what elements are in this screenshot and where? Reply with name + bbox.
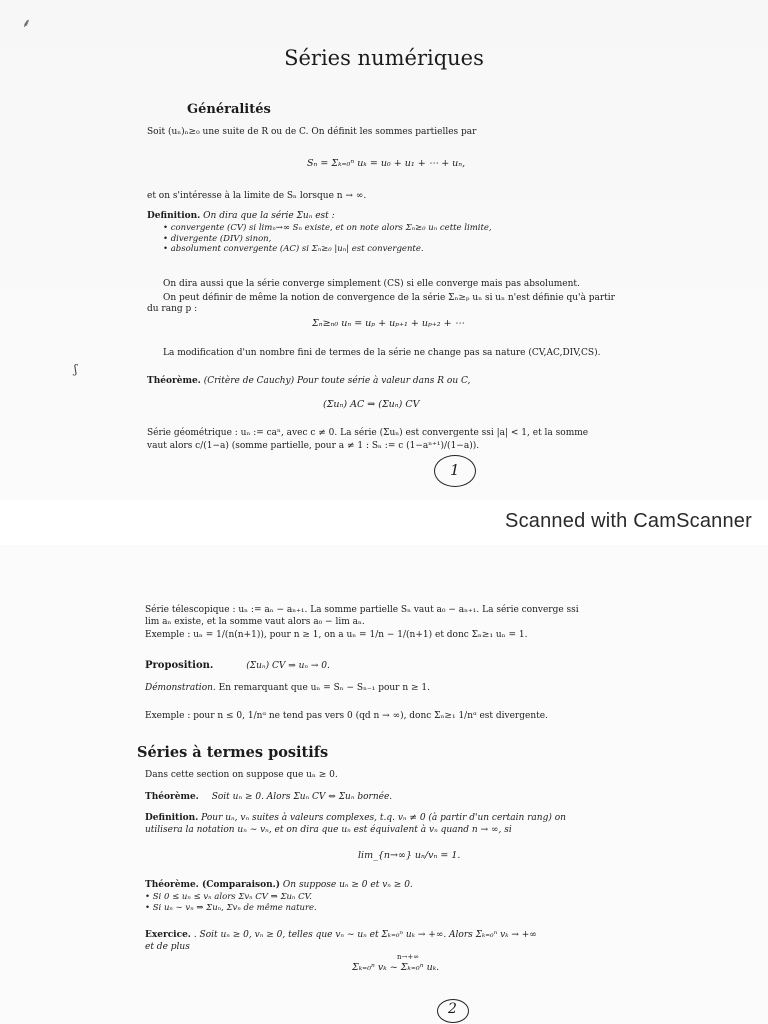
list-item: • absolument convergente (AC) si Σₙ≥₀ |uₙ| est convergente. [163, 244, 492, 255]
scan-page-1 [0, 0, 768, 500]
scanner-watermark: Scanned with CamScanner [505, 510, 752, 532]
list-item: • convergente (CV) si limₙ→∞ Sₙ existe, et on note alors Σₙ≥₀ uₙ cette limite, [163, 223, 492, 234]
scan-mark: ʃ [74, 362, 78, 376]
list-item: • divergente (DIV) sinon, [163, 234, 492, 245]
equation-rank-sum: Σₙ≥ₙ₀ uₙ = uₚ + uₚ₊₁ + uₚ₊₂ + ⋯ [312, 318, 465, 329]
geometric-series-line1: Série géométrique : uₙ := caⁿ, avec c ≠ 0. La série (Σuₙ) est convergente ssi |a| < 1, et la somme [147, 428, 589, 438]
intro-end-text: et on s'intéresse à la limite de Sₙ lorsque n → ∞. [147, 191, 367, 201]
scan-smudge: ⸙ [22, 16, 32, 30]
simple-convergence-text: On dira aussi que la série converge simplement (CS) si elle converge mais pas absolument. [163, 279, 580, 289]
theorem-text: On suppose uₙ ≥ 0 et vₙ ≥ 0. [282, 880, 413, 890]
equation-final-body: Σₖ₌₀ⁿ vₖ ~ Σₖ₌₀ⁿ uₖ. [352, 962, 440, 973]
definition-block [147, 211, 335, 222]
theorem-bounded [145, 792, 392, 803]
scan-page-2 [0, 545, 768, 1024]
definition-line1 [145, 813, 566, 824]
rank-text-line2: du rang p : [147, 304, 198, 314]
section-heading-positive: Séries à termes positifs [137, 744, 329, 761]
modification-text: La modification d'un nombre fini de termes de la série ne change pas sa nature (CV,AC,DIV,CS). [163, 348, 601, 358]
page-number-stamp [437, 999, 469, 1023]
theorem-text: Soit uₙ ≥ 0. Alors Σuₙ CV ⇔ Σuₙ bornée. [211, 792, 393, 802]
page-number: 2 [448, 1001, 457, 1017]
telescopic-line1: Série télescopique : uₙ := aₙ − aₙ₊₁. La somme partielle Sₙ vaut a₀ − aₙ₊₁. La série converge ssi [145, 605, 579, 615]
comparison-list [145, 892, 317, 913]
theorem-cauchy [147, 376, 470, 387]
equation-equivalence: lim_{n→∞} uₙ/vₙ = 1. [358, 850, 461, 861]
equation-cauchy: (Σuₙ) AC ⇒ (Σuₙ) CV [323, 399, 420, 410]
example-divergent: Exemple : pour n ≤ 0, 1/nᵅ ne tend pas vers 0 (qd n → ∞), donc Σₙ≥₁ 1/nᵅ est divergente. [145, 711, 548, 721]
exercise-line1 [145, 930, 537, 941]
exercise-line2: et de plus [145, 942, 190, 952]
demonstration-text: En remarquant que uₙ = Sₙ − Sₙ₋₁ pour n ≥ 1. [218, 683, 430, 693]
proposition-label: Proposition. [145, 660, 214, 671]
definition-text: On dira que la série Σuₙ est : [203, 211, 335, 221]
definition-list [163, 223, 492, 255]
page-number-stamp [434, 455, 476, 487]
telescopic-line2: lim aₙ existe, et la somme vaut alors a₀ − lim aₙ. [145, 617, 365, 627]
theorem-comparison [145, 880, 413, 891]
telescopic-example: Exemple : uₙ = 1/(n(n+1)), pour n ≥ 1, on a uₙ = 1/n − 1/(n+1) et donc Σₙ≥₁ uₙ = 1. [145, 630, 528, 640]
positive-intro: Dans cette section on suppose que uₙ ≥ 0. [145, 770, 338, 780]
list-item: • Si 0 ≤ uₙ ≤ vₙ alors Σvₙ CV ⇒ Σuₙ CV. [145, 892, 317, 903]
demonstration [145, 683, 430, 694]
exercise-text: . Soit uₙ ≥ 0, vₙ ≥ 0, telles que vₙ ∼ uₙ et Σₖ₌₀ⁿ uₖ → +∞. Alors Σₖ₌₀ⁿ vₖ → +∞ [193, 930, 537, 940]
demonstration-label: Démonstration. [145, 683, 216, 693]
definition-text: Pour uₙ, vₙ suites à valeurs complexes, t.q. vₙ ≠ 0 (à partir d'un certain rang) on [201, 813, 566, 823]
proposition-text: (Σuₙ) CV ⇒ uₙ → 0. [246, 661, 330, 671]
exercise-label: Exercice. [145, 930, 191, 940]
intro-text: Soit (uₙ)ₙ≥₀ une suite de R ou de C. On définit les sommes partielles par [147, 127, 477, 137]
definition-line2: utilisera la notation uₙ ∼ vₙ, et on dira que uₙ est équivalent à vₙ quand n → ∞, si [145, 825, 512, 835]
definition-label: Definition. [147, 211, 201, 221]
section-heading-generalites: Généralités [187, 102, 271, 117]
equation-final [352, 953, 440, 973]
page-title: Séries numériques [284, 46, 484, 70]
geometric-series-line2: vaut alors c/(1−a) (somme partielle, pour a ≠ 1 : Sₙ := c (1−aⁿ⁺¹)/(1−a)). [147, 441, 480, 451]
scanner-watermark-band [0, 500, 768, 545]
equation-final-superscript: n→+∞ [397, 953, 420, 961]
theorem-text: (Critère de Cauchy) Pour toute série à valeur dans R ou C, [203, 376, 471, 386]
theorem-label: Théorème. [147, 376, 201, 386]
equation-partial-sums: Sₙ = Σₖ₌₀ⁿ uₖ = u₀ + u₁ + ⋯ + uₙ, [307, 158, 466, 169]
rank-text-line1: On peut définir de même la notion de convergence de la série Σₙ≥ₚ uₙ si uₙ n'est définie qu'à partir [163, 293, 615, 303]
theorem-label: Théorème. [145, 792, 199, 802]
list-item: • Si uₙ ∼ vₙ ⇒ Σuₙ, Σvₙ de même nature. [145, 903, 317, 914]
definition-label: Definition. [145, 813, 199, 823]
theorem-label: Théorème. (Comparaison.) [145, 880, 281, 890]
proposition [145, 660, 330, 672]
page-number: 1 [450, 461, 460, 479]
